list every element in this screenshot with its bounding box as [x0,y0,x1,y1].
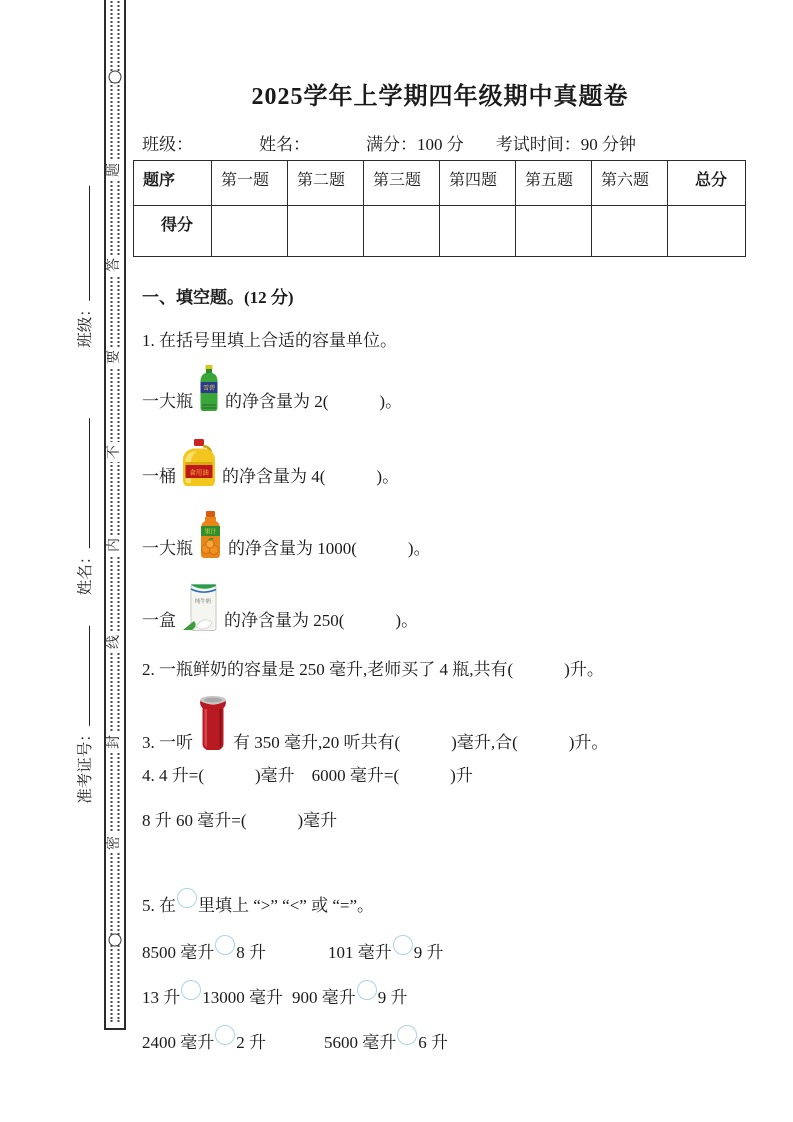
q5-row-1 [142,938,444,963]
q5-stem-text: 里填上 “>” “<” 或 “=”。 [198,896,375,915]
seal-label-exam-no-text: 准考证号： [77,726,94,804]
item-text: 的净含量为 4( )。 [222,467,400,486]
question-3 [142,694,608,754]
header-cell: 第六题 [592,161,668,206]
seal-dotted-line [111,0,120,1022]
item-text: 3. 一听 [142,733,193,752]
header-cell: 第三题 [364,161,440,206]
comparison-circle-icon [181,980,201,1000]
score-cell [288,206,364,257]
seal-char: 密 [106,833,124,853]
name-blank-label: 姓名： [259,135,310,154]
item-text: 一大瓶 [142,539,193,558]
seal-label-name-text: 姓名： [77,548,94,596]
seal-char: 封 [106,732,124,752]
header-cell: 第二题 [288,161,364,206]
header-cell: 第四题 [440,161,516,206]
svg-text:雪碧: 雪碧 [202,386,216,392]
svg-text:果汁: 果汁 [204,529,217,536]
header-cell-total: 总分 [668,161,746,206]
compare-value: 9 升 [413,943,444,962]
seal-circle-icon [109,71,122,84]
seal-label-class [73,186,95,348]
soda-bottle-image [196,365,222,413]
q1-item-3 [142,510,431,560]
item-text: 一大瓶 [142,392,193,411]
seal-label-name [73,419,95,596]
compare-value: 13000 毫升 [202,988,283,1007]
compare-value: 2400 毫升 [142,1033,215,1052]
full-score-label: 满分：100 分 [366,135,464,154]
score-cell [668,206,746,257]
seal-char: 内 [106,535,124,555]
seal-char: 题 [106,160,124,180]
score-cell [440,206,516,257]
item-text: 的净含量为 2( )。 [225,392,403,411]
comparison-circle-icon [357,980,377,1000]
seal-blank-line [76,419,90,549]
exam-paper [133,0,747,1122]
comparison-circle-icon [215,935,235,955]
page-title: 2025学年上学期四年级期中真题卷 [251,84,629,110]
comparison-circle-icon [397,1025,417,1045]
item-text: 有 350 毫升,20 听共有( )毫升,合( )升。 [233,733,609,752]
comparison-circle-icon [393,935,413,955]
item-text: 一桶 [142,467,176,486]
question-4-line-1: 4. 4 升=( )毫升 6000 毫升=( )升 [142,766,473,785]
compare-value: 2 升 [236,1033,266,1052]
header-cell: 第一题 [212,161,288,206]
comparison-circle-icon [177,888,197,908]
seal-label-class-text: 班级： [77,301,94,348]
score-table [133,160,746,257]
q1-item-1 [142,364,402,413]
question-1-stem: 1. 在括号里填上合适的容量单位。 [142,331,397,350]
q5-row-2 [142,983,408,1008]
duration-label: 考试时间：90 分钟 [495,135,636,154]
item-text: 一盒 [142,611,176,630]
red-can-image [196,695,230,754]
compare-value: 13 升 [142,988,181,1007]
compare-value: 5600 毫升 [324,1033,397,1052]
seal-blank-line [76,186,90,301]
compare-value: 101 毫升 [328,943,392,962]
compare-value: 6 升 [418,1033,448,1052]
juice-bottle-image [196,511,225,560]
score-cell [516,206,592,257]
svg-text:纯牛奶: 纯牛奶 [194,599,212,605]
compare-value: 8 升 [236,943,266,962]
compare-value: 900 毫升 [292,988,356,1007]
seal-strip [104,0,126,1030]
header-cell: 第五题 [516,161,592,206]
milk-carton-image [179,583,221,632]
oil-jug-image [179,439,219,488]
q5-row-3 [142,1028,448,1053]
score-row-label: 得分 [134,206,212,257]
seal-label-exam-no [73,626,95,804]
header-cell: 题序 [134,161,212,206]
info-line [142,130,636,155]
score-cell [364,206,440,257]
seal-char: 不 [106,442,124,462]
question-2: 2. 一瓶鲜奶的容量是 250 毫升,老师买了 4 瓶,共有( )升。 [142,660,604,679]
score-table-score-row [134,206,746,257]
q1-item-4 [142,582,418,632]
item-text: 的净含量为 250( )。 [224,611,419,630]
score-cell [212,206,288,257]
svg-text:食用油: 食用油 [189,469,209,477]
seal-char: 答 [106,255,124,275]
item-text: 的净含量为 1000( )。 [228,539,431,558]
section-heading: 一、填空题。(12 分) [142,288,294,307]
compare-value: 8500 毫升 [142,943,215,962]
seal-circle-icon [109,934,122,947]
score-table-header-row [134,161,746,206]
seal-char: 线 [106,632,124,652]
question-4-line-2: 8 升 60 毫升=( )毫升 [142,811,338,830]
q5-stem-text: 5. 在 [142,896,176,915]
seal-char: 要 [106,347,124,367]
question-5-stem [142,891,374,916]
score-cell [592,206,668,257]
class-blank-label: 班级： [142,135,193,154]
q1-item-2 [142,438,399,488]
compare-value: 9 升 [377,988,408,1007]
comparison-circle-icon [215,1025,235,1045]
seal-blank-line [76,626,90,726]
